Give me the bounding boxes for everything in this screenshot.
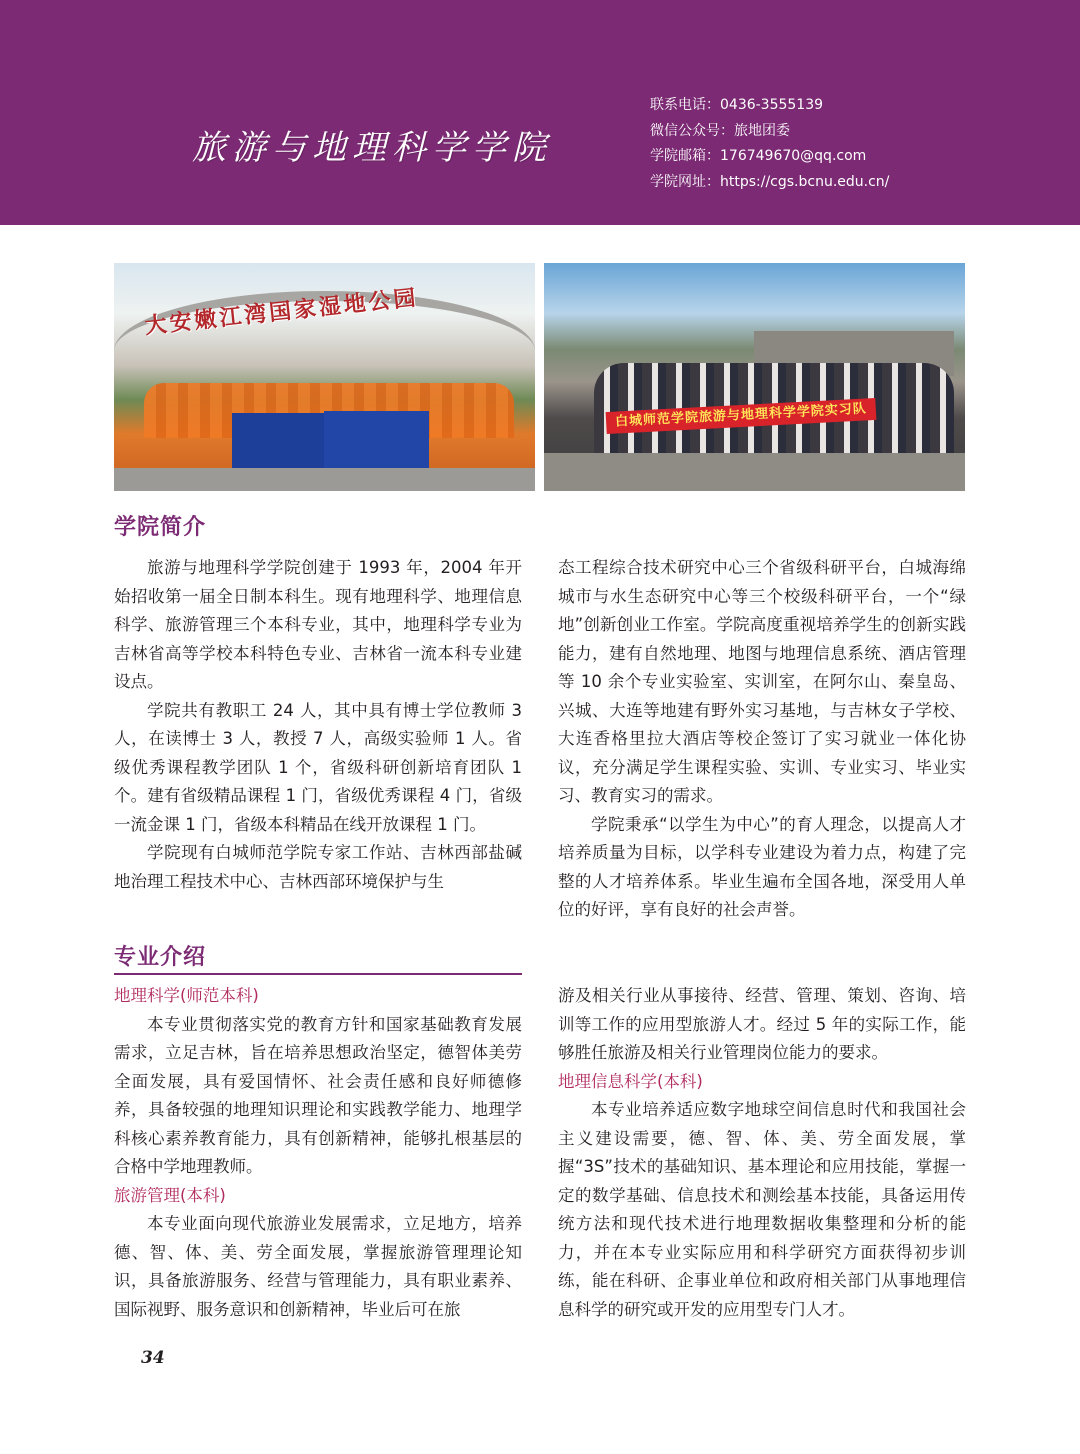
photo-internship-team <box>544 263 965 491</box>
stone-steps <box>544 453 965 491</box>
majors-heading: 专业介绍 <box>114 945 207 970</box>
contact-phone: 联系电话：0436-3555139 <box>650 97 824 113</box>
majors-right-column <box>558 982 966 1324</box>
intro-paragraph-4: 学院秉承“以学生为中心”的育人理念，以提高人才培养质量为目标，以学科专业建设为着力点，构建了完整的人才培养体系。毕业生遍布全国各地，深受用人单位的好评，享有良好的社会声誉。 <box>558 814 966 919</box>
contact-wechat: 微信公众号：旅地团委 <box>650 122 790 139</box>
intro-right-column <box>558 554 966 925</box>
park-sign-text: 大安嫩江湾国家湿地公园 <box>143 285 420 340</box>
major-title-tourism: 旅游管理(本科) <box>114 1185 226 1205</box>
intro-left-column <box>114 554 522 896</box>
red-banner-text: 白城师范学院旅游与地理科学学院实习队 <box>606 398 877 434</box>
intro-paragraph-3-cont: 态工程综合技术研究中心三个省级科研平台，白城海绵城市与水生态研究中心等三个校级科研平台，一个“绿地”创新创业工作室。学院高度重视培养学生的创新实践能力，建有自然地理、地图与地理信息系统、酒店管理等 10 余个专业实验室、实训室，在阿尔山、秦皇岛、兴城、大连等地建有野外实习基地，与吉林女子学校、大连香格里拉大酒店等校企签订了实习就业一体化协议，充分满足学生课程实验、实训、专业实习、毕业实习、教育实习的需求。 <box>558 558 966 805</box>
college-title: 旅游与地理科学学院 <box>192 128 552 168</box>
photo-wetland-park-group <box>114 263 535 491</box>
intro-heading: 学院简介 <box>114 515 207 540</box>
blue-banner-left <box>232 413 327 468</box>
major-text-gis: 本专业培养适应数字地球空间信息时代和我国社会主义建设需要，德、智、体、美、劳全面发展，掌握“3S”技术的基础知识、基本理论和应用技能，掌握一定的数学基础、信息技术和测绘基本技能，具备运用传统方法和现代技术进行地理数据收集整理和分析的能力，并在本专业实际应用和科学研究方面获得初步训练，能在科研、企事业单位和政府相关部门从事地理信息科学的研究或开发的应用型专门人才。 <box>558 1100 966 1319</box>
major-text-geo-science: 本专业贯彻落实党的教育方针和国家基础教育发展需求，立足吉林，旨在培养思想政治坚定，德智体美劳全面发展，具有爱国情怀、社会责任感和良好师德修养，具备较强的地理知识理论和实践教学能力、地理学科核心素养教育能力，具有创新精神，能够扎根基层的合格中学地理教师。 <box>114 1014 522 1176</box>
ground <box>114 468 535 491</box>
header-banner <box>0 0 1080 225</box>
page-number: 34 <box>141 1348 165 1368</box>
contact-info <box>650 93 1060 195</box>
contact-email: 学院邮箱：176749670@qq.com <box>650 148 867 164</box>
majors-heading-rule <box>114 973 522 975</box>
blue-banner-right <box>324 411 429 469</box>
majors-left-column <box>114 982 522 1324</box>
major-text-tourism: 本专业面向现代旅游业发展需求，立足地方，培养德、智、体、美、劳全面发展，掌握旅游管理理论知识，具备旅游服务、经营与管理能力，具有职业素养、国际视野、服务意识和创新精神，毕业后可在旅 <box>114 1214 522 1319</box>
intro-paragraph-3: 学院现有白城师范学院专家工作站、吉林西部盐碱地治理工程技术中心、吉林西部环境保护与生 <box>114 843 522 891</box>
major-title-gis: 地理信息科学(本科) <box>558 1071 703 1091</box>
intro-paragraph-2: 学院共有教职工 24 人，其中具有博士学位教师 3 人，在读博士 3 人，教授 7 人，高级实验师 1 人。省级优秀课程教学团队 1 个，省级科研创新培育团队 1 个。建有省级精品课程 1 门，省级优秀课程 4 门，省级一流金课 1 门，省级本科精品在线开放课程 1 门。 <box>114 700 522 834</box>
contact-website[interactable]: 学院网址：https://cgs.bcnu.edu.cn/ <box>650 173 890 190</box>
intro-paragraph-1: 旅游与地理科学学院创建于 1993 年，2004 年开始招收第一届全日制本科生。现有地理科学、地理信息科学、旅游管理三个本科专业，其中，地理科学专业为吉林省高等学校本科特色专业、吉林省一流本科专业建设点。 <box>114 558 522 691</box>
major-title-geo-science: 地理科学(师范本科) <box>114 986 259 1005</box>
major-text-tourism-cont: 游及相关行业从事接待、经营、管理、策划、咨询、培训等工作的应用型旅游人才。经过 5 年的实际工作，能够胜任旅游及相关行业管理岗位能力的要求。 <box>558 986 966 1062</box>
